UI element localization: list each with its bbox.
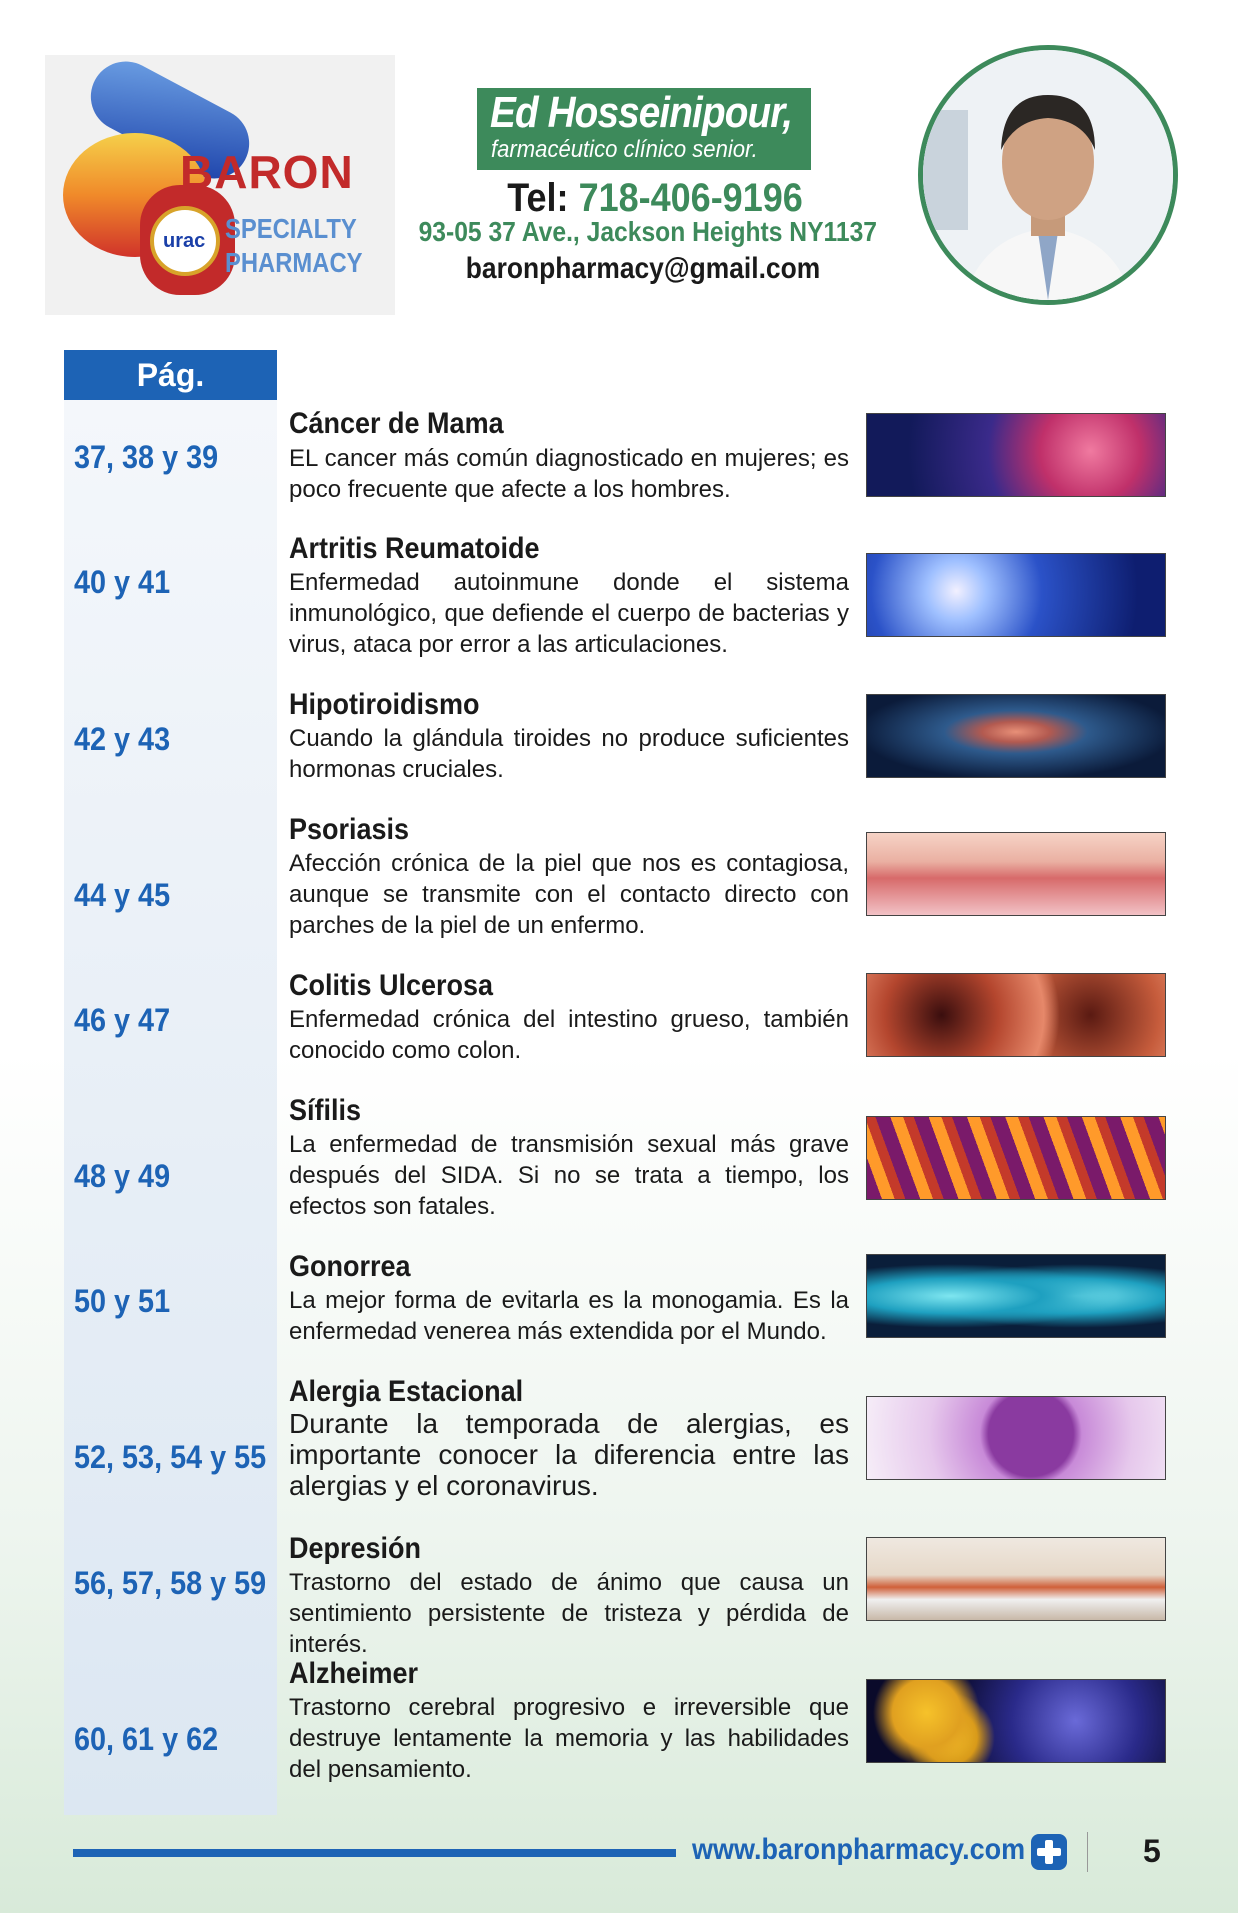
row-title: Alergia Estacional [289, 1375, 524, 1408]
row-desc: Trastorno del estado de ánimo que causa un sentimiento persistente de tristeza y pérdida de interés. [289, 1569, 849, 1658]
row-pages: 50 y 51 [74, 1283, 171, 1319]
row-pages: 42 y 43 [74, 721, 171, 757]
neurons-image [866, 1679, 1166, 1763]
logo-line1: SPECIALTY [225, 213, 357, 244]
row-desc: Cuando la glándula tiroides no produce suficientes hormonas cruciales. [289, 725, 849, 783]
gonorrhea-image [866, 1254, 1166, 1338]
row-title: Hipotiroidismo [289, 688, 480, 721]
row-pages: 56, 57, 58 y 59 [74, 1565, 267, 1601]
row-title: Gonorrea [289, 1250, 411, 1283]
phone-number[interactable]: 718-406-9196 [578, 176, 803, 220]
thyroid-image [866, 694, 1166, 778]
row-desc: La mejor forma de evitarla es la monogamia. Es la enfermedad venerea más extendida por el Mundo. [289, 1287, 849, 1345]
phone-label: Tel: [507, 176, 569, 220]
row-title: Alzheimer [289, 1657, 419, 1690]
row-title: Colitis Ulcerosa [289, 969, 494, 1002]
footer-divider [1087, 1832, 1088, 1872]
row-title: Depresión [289, 1532, 422, 1565]
row-title: Artritis Reumatoide [289, 532, 540, 565]
row-desc: EL cancer más común diagnosticado en mujeres; es poco frecuente que afecte a los hombres. [289, 445, 849, 503]
baron-pharmacy-logo [45, 55, 395, 315]
arthritis-image [866, 553, 1166, 637]
row-pages: 52, 53, 54 y 55 [74, 1439, 267, 1475]
pills-image [866, 1537, 1166, 1621]
row-desc: La enfermedad de transmisión sexual más grave después del SIDA. Si no se trata a tiempo, los efectos son fatales. [289, 1131, 849, 1220]
row-pages: 60, 61 y 62 [74, 1721, 219, 1757]
breast-cancer-image [866, 413, 1166, 497]
page-column-header: Pág. [64, 350, 277, 400]
allergy-image [866, 1396, 1166, 1480]
row-desc: Durante la temporada de alergias, es importante conocer la diferencia entre las alergias y el coronavirus. [289, 1408, 849, 1501]
logo-line2: PHARMACY [225, 247, 363, 278]
phone [498, 176, 813, 221]
page-number: 5 [1143, 1833, 1161, 1869]
skin-image [866, 832, 1166, 916]
pharmacist-photo [918, 45, 1178, 305]
row-desc: Enfermedad crónica del intestino grueso, también conocido como colon. [289, 1006, 849, 1064]
row-title: Cáncer de Mama [289, 407, 504, 440]
pharmacy-cross-icon [1030, 1833, 1068, 1871]
row-desc: Afección crónica de la piel que nos es contagiosa, aunque se transmite con el contacto directo con parches de la piel de un enfermo. [289, 850, 849, 939]
row-pages: 44 y 45 [74, 877, 171, 913]
footer-rule [73, 1849, 676, 1857]
row-pages: 37, 38 y 39 [74, 439, 219, 475]
row-title: Psoriasis [289, 813, 410, 846]
website-link[interactable]: www.baronpharmacy.com [692, 1833, 1026, 1866]
row-pages: 40 y 41 [74, 564, 171, 600]
row-pages: 48 y 49 [74, 1158, 171, 1194]
pharmacist-name: Ed Hosseinipour, [490, 88, 793, 137]
row-desc: Trastorno cerebral progresivo e irreversible que destruye lentamente la memoria y las habilidades del pensamiento. [289, 1694, 849, 1783]
colon-image [866, 973, 1166, 1057]
row-pages: 46 y 47 [74, 1002, 171, 1038]
logo-brand: BARON [180, 146, 354, 198]
email-link[interactable]: baronpharmacy@gmail.com [465, 252, 821, 285]
urac-badge: urac [163, 230, 206, 252]
address: 93-05 37 Ave., Jackson Heights NY1137 [418, 216, 877, 247]
page-column [64, 400, 277, 1815]
pharmacist-role: farmacéutico clínico senior. [491, 136, 758, 163]
syphilis-image [866, 1116, 1166, 1200]
row-title: Sífilis [289, 1094, 362, 1127]
row-desc: Enfermedad autoinmune donde el sistema inmunológico, que defiende el cuerpo de bacterias y virus, ataca por error a las articulaciones. [289, 569, 849, 658]
